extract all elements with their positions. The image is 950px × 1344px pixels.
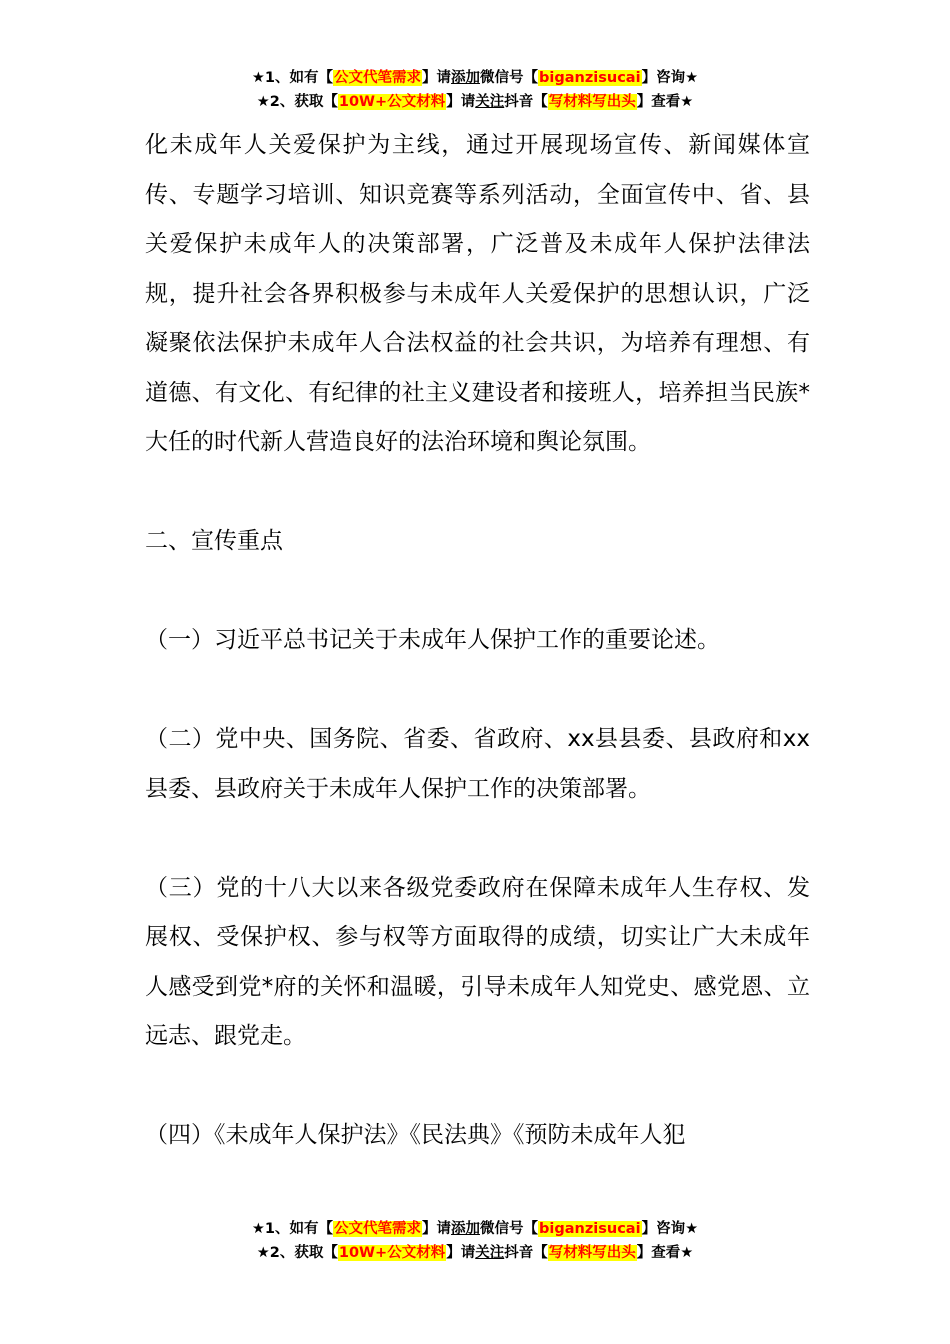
banner-highlight: 写材料写出头 xyxy=(548,94,636,110)
banner-underlined-text: 添加 xyxy=(451,70,481,86)
section-heading: 二、宣传重点 xyxy=(145,528,283,554)
banner-text: ★1、如有【 xyxy=(251,1221,334,1237)
footer-banner-line-1 xyxy=(0,1217,950,1241)
banner-highlight: 10W+公文材料 xyxy=(338,1245,446,1261)
banner-text: 】查看★ xyxy=(636,94,694,110)
banner-text: 抖音【 xyxy=(504,1245,548,1261)
paragraph-gap xyxy=(145,567,810,617)
banner-text: 微信号【 xyxy=(480,1221,539,1237)
banner-text: ★2、获取【 xyxy=(256,94,338,110)
body-paragraph: （二）党中央、国务院、省委、省政府、xx县县委、县政府和xx县委、县政府关于未成年人保护工作的决策部署。 xyxy=(145,726,810,802)
banner-highlight: 10W+公文材料 xyxy=(338,94,446,110)
header-banner xyxy=(0,66,950,114)
body-paragraph: （三）党的十八大以来各级党委政府在保障未成年人生存权、发展权、受保护权、参与权等方面取得的成绩，切实让广大未成年人感受到党*府的关怀和温暖，引导未成年人知党史、感党恩、立远志、跟党走。 xyxy=(145,874,810,1049)
banner-underlined-text: 关注 xyxy=(475,1245,505,1261)
banner-highlight: 公文代笔需求 xyxy=(334,1221,422,1237)
banner-underlined-text: 添加 xyxy=(451,1221,481,1237)
paragraph-gap xyxy=(145,468,810,518)
banner-highlight: biganzisucai xyxy=(539,70,641,86)
banner-text: 】咨询★ xyxy=(641,1221,699,1237)
banner-text: 】查看★ xyxy=(636,1245,694,1261)
banner-text: 】请 xyxy=(446,1245,476,1261)
paragraph-gap xyxy=(145,666,810,716)
body-paragraph: 化未成年人关爱保护为主线，通过开展现场宣传、新闻媒体宣传、专题学习培训、知识竞赛等系列活动，全面宣传中、省、县关爱保护未成年人的决策部署，广泛普及未成年人保护法律法规，提升社会各界积极参与未成年人关爱保护的思想认识，广泛凝聚依法保护未成年人合法权益的社会共识，为培养有理想、有道德、有文化、有纪律的社主义建设者和接班人，培养担当民族*大任的时代新人营造良好的法治环境和舆论氛围。 xyxy=(145,132,810,455)
footer-banner-line-2 xyxy=(0,1241,950,1265)
banner-text: 】请 xyxy=(422,70,452,86)
banner-text: ★2、获取【 xyxy=(256,1245,338,1261)
banner-text: 抖音【 xyxy=(504,94,548,110)
banner-text: 】请 xyxy=(446,94,476,110)
banner-text: 】咨询★ xyxy=(641,70,699,86)
paragraph-gap xyxy=(145,814,810,864)
body-paragraph: （四）《未成年人保护法》《民法典》《预防未成年人犯 xyxy=(145,1122,686,1148)
banner-text: 微信号【 xyxy=(480,70,539,86)
paragraph-gap xyxy=(145,1062,810,1112)
document-body xyxy=(145,121,810,1161)
banner-highlight: biganzisucai xyxy=(539,1221,641,1237)
header-banner-line-1 xyxy=(0,66,950,90)
banner-underlined-text: 关注 xyxy=(475,94,505,110)
banner-highlight: 写材料写出头 xyxy=(548,1245,636,1261)
body-paragraph: （一）习近平总书记关于未成年人保护工作的重要论述。 xyxy=(145,627,720,653)
banner-highlight: 公文代笔需求 xyxy=(334,70,422,86)
header-banner-line-2 xyxy=(0,90,950,114)
banner-text: ★1、如有【 xyxy=(251,70,334,86)
banner-text: 】请 xyxy=(422,1221,452,1237)
footer-banner xyxy=(0,1217,950,1265)
